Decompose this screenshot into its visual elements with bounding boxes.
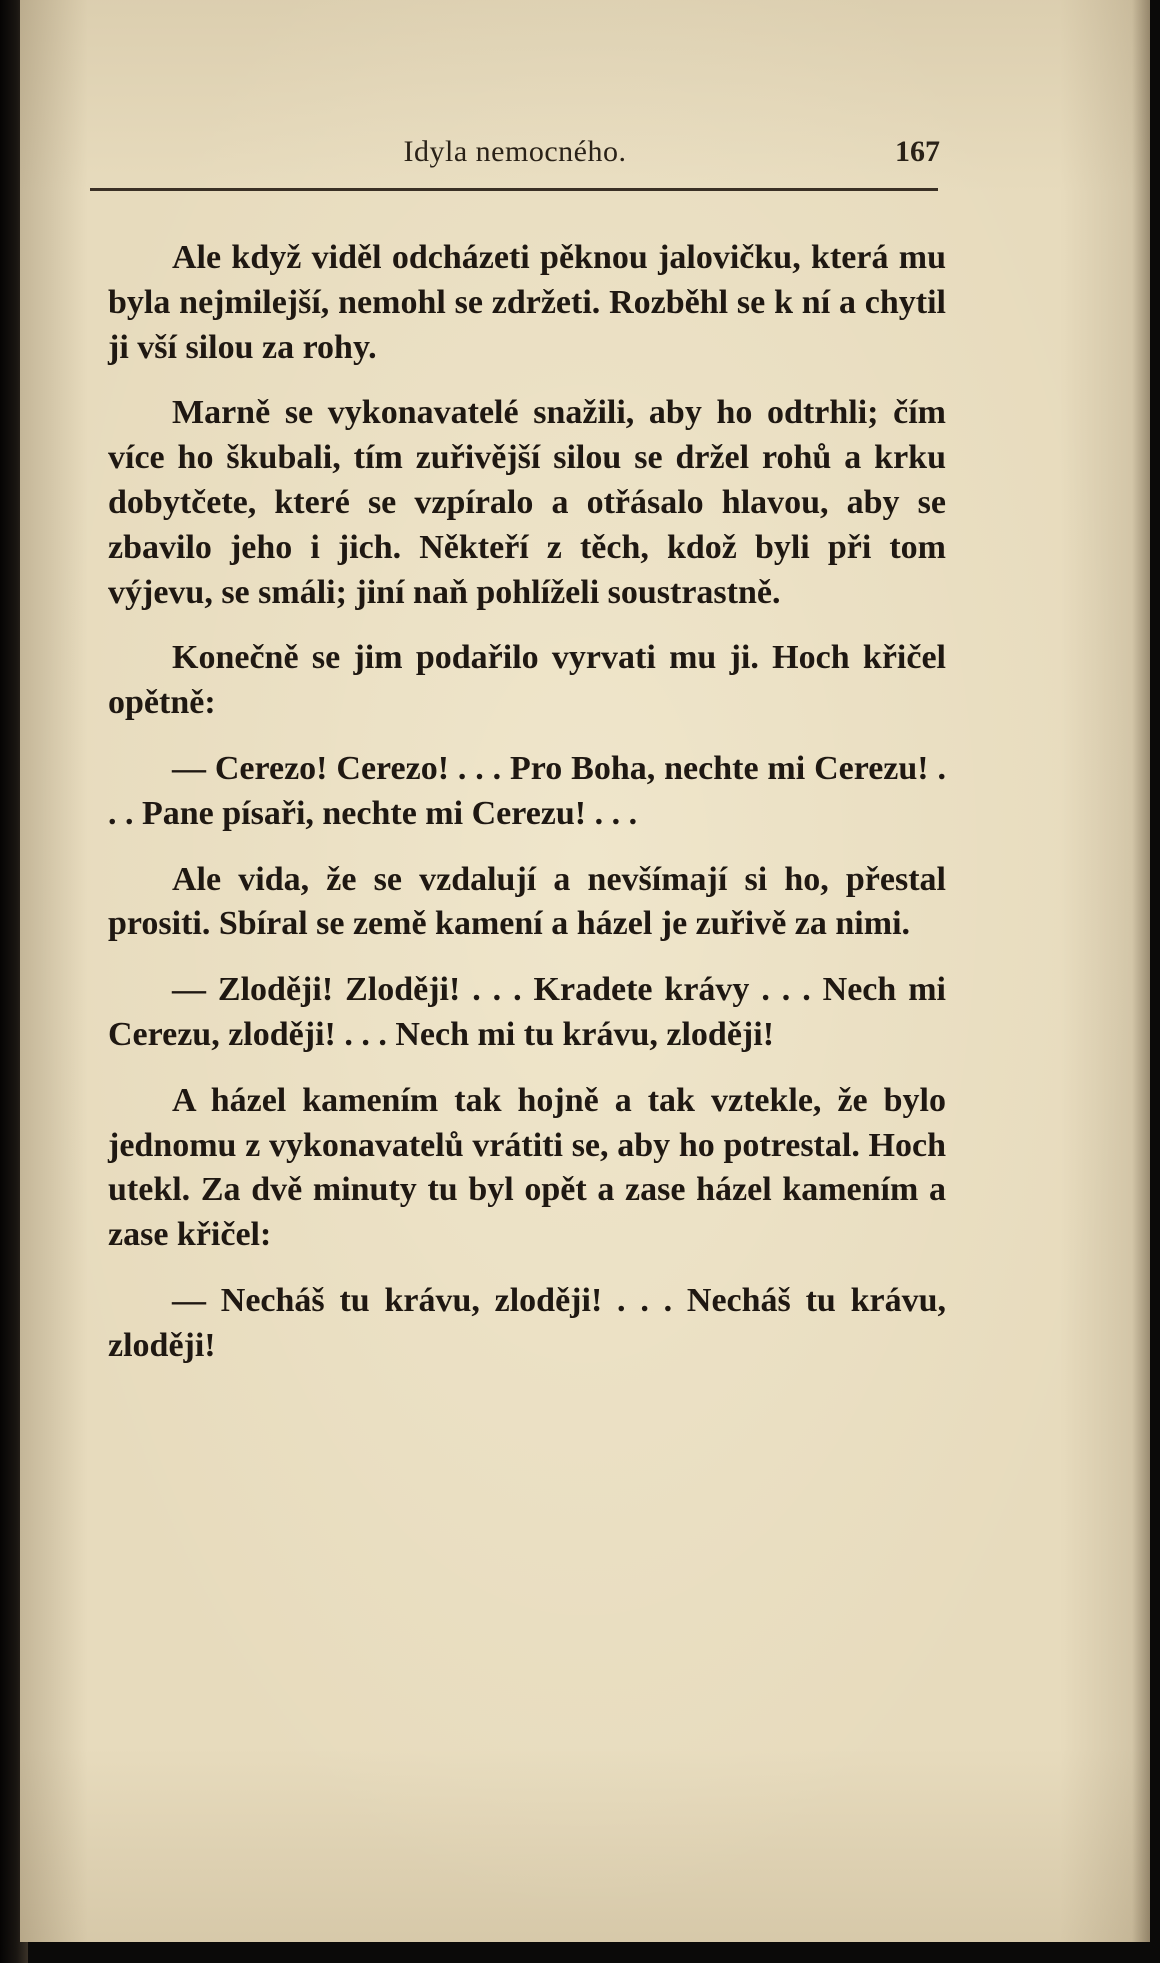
- paragraph: Ale vida, že se vzdalují a nevšímají si ho, přestal prositi. Sbíral se země kamení a házel je zuřivě za nimi.: [108, 860, 946, 943]
- page-header: [90, 135, 940, 175]
- page-edge-shadow: [1132, 0, 1150, 1942]
- paragraph: — Cerezo! Cerezo! . . . Pro Boha, nechte mi Cerezu! . . . Pane písaři, nechte mi Cerezu! . . .: [108, 749, 946, 832]
- paragraph: — Zloději! Zloději! . . . Kradete krávy . . . Nech mi Cerezu, zloději! . . . Nech mi tu krávu, zloději!: [108, 971, 946, 1053]
- paragraph: Konečně se jim podařilo vyrvati mu ji. Hoch křičel opětně:: [108, 639, 946, 722]
- body-text: [108, 236, 946, 1390]
- page-number: 167: [895, 135, 940, 168]
- paragraph: Marně se vykonavatelé snažili, aby ho odtrhli; čím více ho škubali, tím zuřivější silou se držel rohů a krku dobytčete, které se vzpíralo a otřásalo hlavou, aby se zbavilo jeho i jich. Někteří z těch, kdož byli při tom výjevu, se smáli; jiní naň pohlíželi soustrastně.: [108, 394, 946, 611]
- running-title: Idyla nemocného.: [403, 135, 627, 168]
- paragraph: Ale když viděl odcházeti pěknou jalovičku, která mu byla nejmilejší, nemohl se zdržeti. Rozběhl se k ní a chytil ji vší silou za rohy.: [108, 239, 946, 366]
- paragraph: — Necháš tu krávu, zloději! . . . Necháš tu krávu, zloději!: [108, 1281, 946, 1364]
- paragraph: A házel kamením tak hojně a tak vztekle, že bylo jednomu z vykonavatelů vrátiti se, aby ho potrestal. Hoch utekl. Za dvě minuty tu byl opět a zase házel kamením a zase křičel:: [108, 1081, 946, 1254]
- header-rule: [90, 188, 938, 191]
